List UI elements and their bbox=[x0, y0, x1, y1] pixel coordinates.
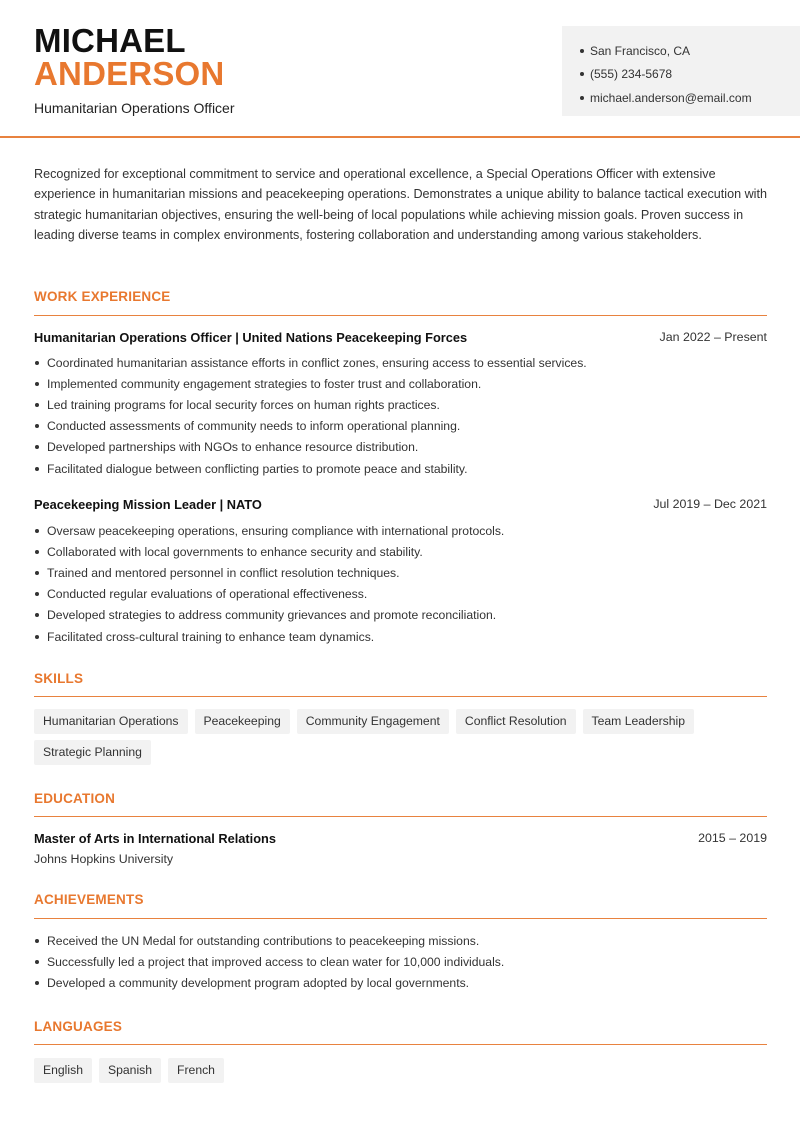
first-name: MICHAEL bbox=[34, 22, 186, 59]
achievements-heading: ACHIEVEMENTS bbox=[34, 892, 144, 907]
list-item-text: Developed strategies to address community grievances and promote reconciliation. bbox=[47, 608, 497, 623]
language-tag: Spanish bbox=[99, 1058, 161, 1083]
languages-tags bbox=[34, 1058, 769, 1083]
skills-tags bbox=[34, 709, 769, 765]
list-item bbox=[34, 416, 769, 437]
list-item bbox=[34, 972, 769, 993]
bullet-icon bbox=[580, 49, 584, 53]
list-item bbox=[34, 437, 769, 458]
list-item-text: Conducted assessments of community needs to inform operational planning. bbox=[47, 419, 461, 434]
list-item-text: Successfully led a project that improved access to clean water for 10,000 individuals. bbox=[47, 954, 505, 969]
bullet-icon bbox=[35, 571, 39, 575]
list-item-text: Oversaw peacekeeping operations, ensuring compliance with international protocols. bbox=[47, 523, 505, 538]
education-dates: 2015 – 2019 bbox=[698, 831, 767, 845]
list-item-text: Developed partnerships with NGOs to enhance resource distribution. bbox=[47, 440, 419, 455]
skill-tag: Team Leadership bbox=[583, 709, 695, 734]
skill-tag: Conflict Resolution bbox=[456, 709, 576, 734]
list-item bbox=[34, 562, 769, 583]
bullet-icon bbox=[35, 529, 39, 533]
summary-paragraph: Recognized for exceptional commitment to service and operational excellence, a Special Operations Officer with extensive experience in humanitarian missions and peacekeeping operations. Demonstrates a unique ability to balance tactical execution with strategic humanitarian objectives, ensuring the well-being of local populations while achieving mission goals. Proven success in leading diverse teams in complex environments, fostering collaboration and understanding among various stakeholders. bbox=[34, 167, 767, 242]
list-item bbox=[34, 951, 769, 972]
list-item-text: Implemented community engagement strategies to foster trust and collaboration. bbox=[47, 376, 482, 391]
list-item bbox=[34, 520, 769, 541]
list-item-text: Conducted regular evaluations of operational effectiveness. bbox=[47, 587, 368, 602]
bullet-icon bbox=[35, 403, 39, 407]
contact-phone bbox=[580, 63, 800, 87]
contact-box bbox=[562, 26, 800, 116]
contact-email[interactable] bbox=[580, 86, 800, 110]
language-tag: English bbox=[34, 1058, 92, 1083]
list-item-text: Coordinated humanitarian assistance efforts in conflict zones, ensuring access to essential services. bbox=[47, 355, 587, 370]
job-1-dates: Jan 2022 – Present bbox=[659, 330, 767, 344]
contact-email-text[interactable]: michael.anderson@email.com bbox=[590, 90, 752, 105]
bullet-icon bbox=[35, 613, 39, 617]
job-title: Humanitarian Operations Officer bbox=[34, 100, 235, 116]
section-divider bbox=[34, 1044, 767, 1045]
section-divider bbox=[34, 816, 767, 817]
list-item-text: Developed a community development program adopted by local governments. bbox=[47, 975, 470, 990]
list-item bbox=[34, 352, 769, 373]
bullet-icon bbox=[35, 635, 39, 639]
contact-phone-text: (555) 234-5678 bbox=[590, 67, 673, 82]
bullet-icon bbox=[35, 361, 39, 365]
job-1-title: Humanitarian Operations Officer | United Nations Peacekeeping Forces bbox=[34, 330, 468, 345]
bullet-icon bbox=[580, 72, 584, 76]
bullet-icon bbox=[35, 467, 39, 471]
skill-tag: Strategic Planning bbox=[34, 740, 151, 765]
skill-tag: Community Engagement bbox=[297, 709, 449, 734]
skill-tag: Peacekeeping bbox=[195, 709, 290, 734]
contact-location bbox=[580, 39, 800, 63]
bullet-icon bbox=[35, 981, 39, 985]
list-item-text: Facilitated dialogue between conflicting parties to promote peace and stability. bbox=[47, 461, 468, 476]
list-item bbox=[34, 373, 769, 394]
job-2-title: Peacekeeping Mission Leader | NATO bbox=[34, 497, 262, 512]
language-tag: French bbox=[168, 1058, 224, 1083]
bullet-icon bbox=[35, 424, 39, 428]
bullet-icon bbox=[35, 592, 39, 596]
list-item bbox=[34, 458, 769, 479]
section-divider bbox=[34, 918, 767, 919]
list-item bbox=[34, 541, 769, 562]
list-item-text: Trained and mentored personnel in conflict resolution techniques. bbox=[47, 565, 400, 580]
list-item-text: Facilitated cross-cultural training to enhance team dynamics. bbox=[47, 629, 375, 644]
bullet-icon bbox=[35, 960, 39, 964]
list-item-text: Collaborated with local governments to enhance security and stability. bbox=[47, 544, 423, 559]
skills-heading: SKILLS bbox=[34, 671, 84, 686]
bullet-icon bbox=[35, 939, 39, 943]
bullet-icon bbox=[35, 550, 39, 554]
skill-tag: Humanitarian Operations bbox=[34, 709, 188, 734]
achievements-list bbox=[34, 930, 769, 994]
list-item bbox=[34, 584, 769, 605]
section-divider bbox=[34, 696, 767, 697]
job-2-bullets bbox=[34, 520, 769, 647]
list-item-text: Received the UN Medal for outstanding contributions to peacekeeping missions. bbox=[47, 933, 480, 948]
bullet-icon bbox=[35, 445, 39, 449]
contact-location-text: San Francisco, CA bbox=[590, 43, 691, 58]
education-heading: EDUCATION bbox=[34, 791, 116, 806]
list-item bbox=[34, 605, 769, 626]
languages-heading: LANGUAGES bbox=[34, 1019, 123, 1034]
resume-header bbox=[0, 0, 800, 138]
list-item bbox=[34, 930, 769, 951]
education-school: Johns Hopkins University bbox=[34, 852, 174, 866]
list-item bbox=[34, 626, 769, 647]
last-name: ANDERSON bbox=[34, 55, 225, 92]
section-divider bbox=[34, 315, 767, 316]
bullet-icon bbox=[35, 382, 39, 386]
work-experience-heading: WORK EXPERIENCE bbox=[34, 289, 171, 304]
bullet-icon bbox=[580, 96, 584, 100]
job-2-dates: Jul 2019 – Dec 2021 bbox=[653, 497, 767, 511]
list-item bbox=[34, 394, 769, 415]
list-item-text: Led training programs for local security forces on human rights practices. bbox=[47, 397, 440, 412]
education-degree: Master of Arts in International Relations bbox=[34, 831, 276, 846]
job-1-bullets bbox=[34, 352, 769, 479]
